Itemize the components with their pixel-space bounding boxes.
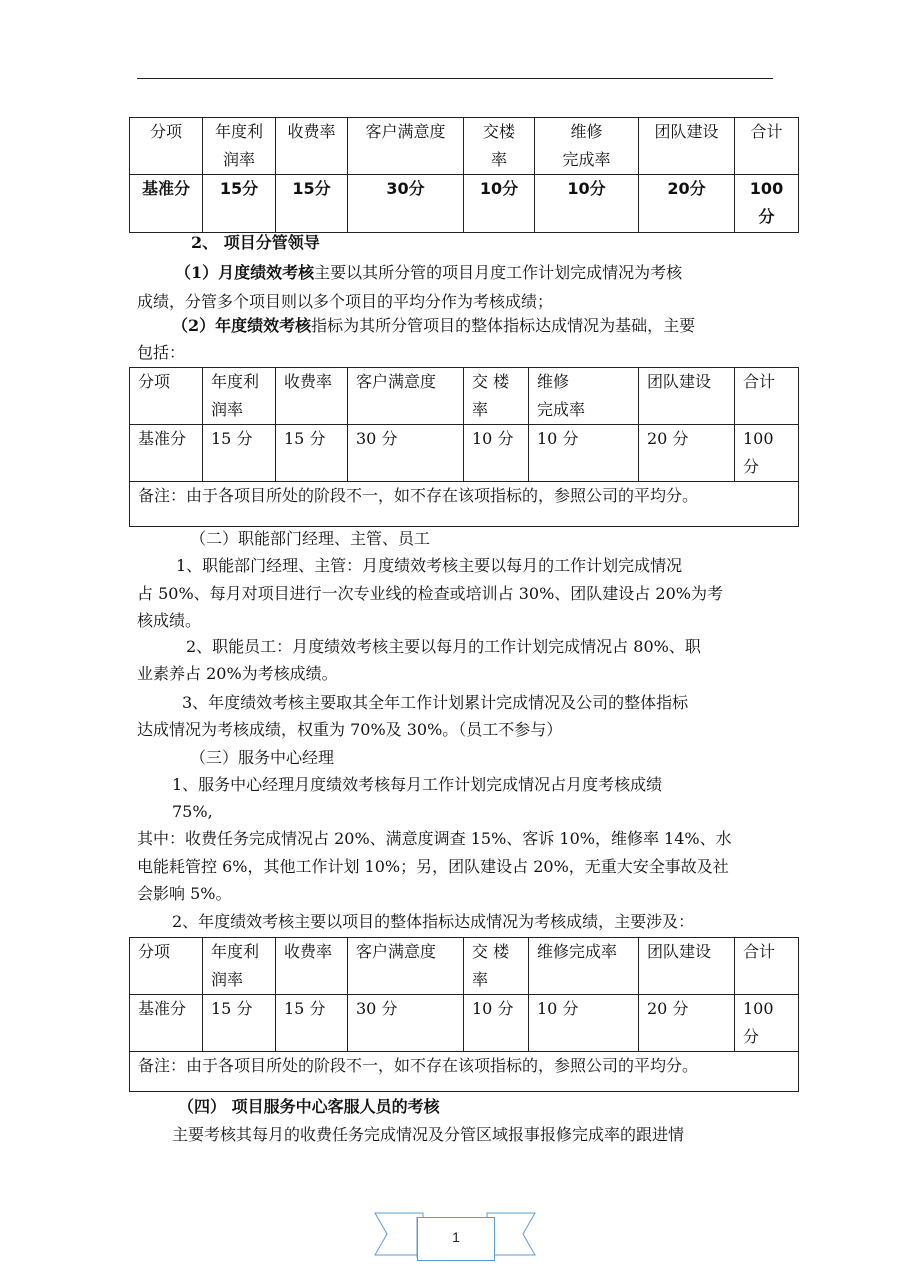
page-number: 1 <box>452 1229 460 1245</box>
table-2-score-row <box>130 425 799 482</box>
bold-lead: （2）年度绩效考核 <box>172 316 312 335</box>
paragraph-line: 75%, <box>172 802 213 821</box>
table-note: 备注：由于各项目所处的阶段不一，如不存在该项指标的，参照公司的平均分。 <box>130 1052 799 1092</box>
cell: 分项 <box>130 118 203 175</box>
paragraph-line: 电能耗管控 6%，其他工作计划 10%；另，团队建设占 20%，无重大安全事故及社 <box>137 857 729 876</box>
paragraph-line: 占 50%、每月对项目进行一次专业线的检查或培训占 30%、团队建设占 20%为考 <box>137 584 723 603</box>
page-number-box <box>417 1217 495 1261</box>
cell: 维修完成率 <box>529 938 639 995</box>
paragraph-line: 2、年度绩效考核主要以项目的整体指标达成情况为考核成绩，主要涉及： <box>172 912 695 931</box>
cell: 10分 <box>535 175 639 233</box>
paragraph-line: 达成情况为考核成绩，权重为 70%及 30%。（员工不参与） <box>137 720 563 739</box>
cell: 团队建设 <box>639 368 735 425</box>
table-1-header-row <box>130 118 799 175</box>
cell: 交 楼 率 <box>464 368 529 425</box>
section-title-si: （四） 项目服务中心客服人员的考核 <box>178 1097 440 1116</box>
cell: 年度利 润率 <box>203 118 276 175</box>
cell: 维修 完成率 <box>529 368 639 425</box>
cell: 收费率 <box>276 118 348 175</box>
cell: 10 分 <box>529 425 639 482</box>
cell: 10 分 <box>529 995 639 1052</box>
cell: 年度利 润率 <box>203 368 276 425</box>
cell: 收费率 <box>276 938 348 995</box>
cell: 合计 <box>735 368 799 425</box>
paragraph-line <box>172 316 695 336</box>
table-1-score-row <box>130 175 799 233</box>
paragraph-line: 会影响 5%。 <box>137 884 232 903</box>
cell: 10 分 <box>464 995 529 1052</box>
cell: 维修 完成率 <box>535 118 639 175</box>
cell: 20 分 <box>639 425 735 482</box>
section-title-2: 2、 项目分管领导 <box>191 233 320 252</box>
table-1 <box>129 117 799 233</box>
paragraph-line: 主要考核其每月的收费任务完成情况及分管区域报事报修完成率的跟进情 <box>172 1125 685 1144</box>
cell: 30分 <box>348 175 464 233</box>
table-3-header-row <box>130 938 799 995</box>
cell: 团队建设 <box>639 938 735 995</box>
cell: 15分 <box>276 175 348 233</box>
text: 主要以其所分管的项目月度工作计划完成情况为考核 <box>314 263 683 282</box>
cell: 基准分 <box>130 425 203 482</box>
cell: 年度利 润率 <box>203 938 276 995</box>
cell: 合计 <box>735 118 799 175</box>
cell: 基准分 <box>130 175 203 233</box>
cell: 100 分 <box>735 175 799 233</box>
paragraph-line: 其中：收费任务完成情况占 20%、满意度调查 15%、客诉 10%，维修率 14%、水 <box>137 829 732 848</box>
cell: 客户满意度 <box>348 118 464 175</box>
paragraph-line: 2、职能员工：月度绩效考核主要以每月的工作计划完成情况占 80%、职 <box>186 637 701 656</box>
paragraph-line: 核成绩。 <box>137 611 202 630</box>
cell: 客户满意度 <box>348 368 464 425</box>
cell: 客户满意度 <box>348 938 464 995</box>
paragraph-line: 1、服务中心经理月度绩效考核每月工作计划完成情况占月度考核成绩 <box>172 775 663 794</box>
table-2-header-row <box>130 368 799 425</box>
section-title-er: （二）职能部门经理、主管、员工 <box>190 529 431 548</box>
cell: 基准分 <box>130 995 203 1052</box>
table-2-note-row <box>130 482 799 527</box>
cell: 20 分 <box>639 995 735 1052</box>
text: 指标为其所分管项目的整体指标达成情况为基础，主要 <box>311 316 696 335</box>
cell: 分项 <box>130 368 203 425</box>
cell: 15 分 <box>203 995 276 1052</box>
paragraph-line: 业素养占 20%为考核成绩。 <box>137 664 338 683</box>
table-3 <box>129 937 799 1092</box>
cell: 100 分 <box>735 995 799 1052</box>
bold-lead: （1）月度绩效考核 <box>175 263 315 282</box>
cell: 100 分 <box>735 425 799 482</box>
paragraph-line: 成绩，分管多个项目则以多个项目的平均分作为考核成绩； <box>137 292 554 311</box>
cell: 10 分 <box>464 425 529 482</box>
section-title-san: （三）服务中心经理 <box>190 748 335 767</box>
table-2 <box>129 367 799 527</box>
paragraph-line: 包括： <box>137 343 186 362</box>
cell: 15 分 <box>276 425 348 482</box>
cell: 30 分 <box>348 995 464 1052</box>
cell: 10分 <box>464 175 535 233</box>
cell: 合计 <box>735 938 799 995</box>
paragraph-line: 3、年度绩效考核主要取其全年工作计划累计完成情况及公司的整体指标 <box>182 693 689 712</box>
cell: 收费率 <box>276 368 348 425</box>
cell: 交 楼 率 <box>464 938 529 995</box>
paragraph-line: 1、职能部门经理、主管：月度绩效考核主要以每月的工作计划完成情况 <box>176 556 683 575</box>
cell: 团队建设 <box>639 118 735 175</box>
table-note: 备注：由于各项目所处的阶段不一，如不存在该项指标的，参照公司的平均分。 <box>130 482 799 527</box>
cell: 交楼 率 <box>464 118 535 175</box>
header-rule <box>137 78 773 79</box>
cell: 15 分 <box>203 425 276 482</box>
cell: 分项 <box>130 938 203 995</box>
cell: 15分 <box>203 175 276 233</box>
cell: 15 分 <box>276 995 348 1052</box>
table-3-score-row <box>130 995 799 1052</box>
paragraph-line <box>175 263 682 283</box>
cell: 20分 <box>639 175 735 233</box>
table-3-note-row <box>130 1052 799 1092</box>
cell: 30 分 <box>348 425 464 482</box>
